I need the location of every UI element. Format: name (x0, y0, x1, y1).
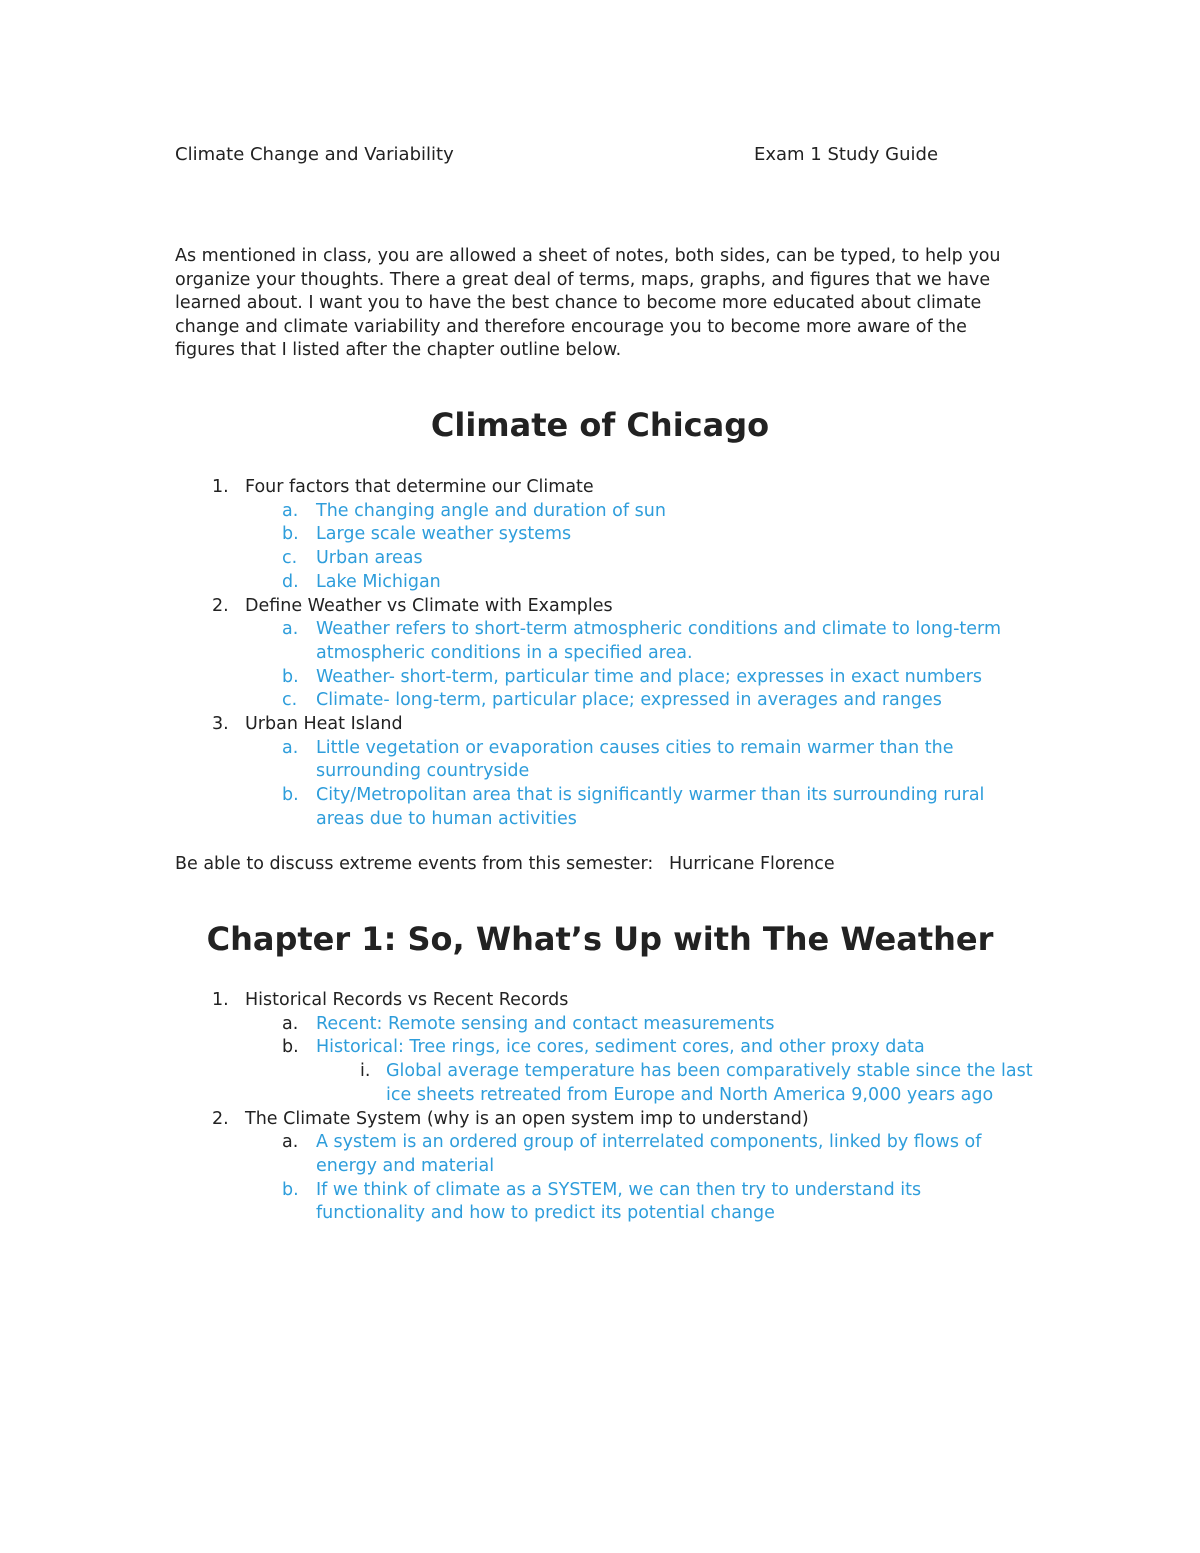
sub-item-letter: a. (282, 737, 299, 758)
item-text: Urban Heat Island (245, 714, 403, 735)
sub-item-letter: b. (282, 1037, 299, 1058)
item-text: Four factors that determine our Climate (245, 477, 594, 497)
sub-item-text: Recent: Remote sensing and contact measurements (316, 1013, 775, 1034)
sub-item-letter: c. (282, 690, 298, 711)
sub-item-letter: c. (282, 548, 298, 569)
list-item (175, 1108, 1035, 1132)
sub-item (175, 571, 1035, 595)
document-type: Exam 1 Study Guide (754, 144, 939, 165)
sub-item-letter: b. (282, 1179, 299, 1200)
course-title: Climate Change and Variability (175, 144, 454, 165)
sub-item-text: Weather refers to short-term atmospheric conditions and climate to long-term atmospheric conditions in a specified area. (316, 619, 1001, 663)
sub-item-text: Lake Michigan (316, 571, 441, 592)
item-number: 3. (212, 714, 229, 735)
sub-item-text: Large scale weather systems (316, 524, 572, 545)
item-text: Define Weather vs Climate with Examples (245, 595, 613, 616)
extreme-events-line (175, 854, 835, 874)
sub-item (175, 547, 1035, 571)
sub-item (175, 1013, 1035, 1037)
sub-item (175, 523, 1035, 547)
sub-item (175, 618, 1035, 665)
sub-item-text: City/Metropolitan area that is significantly warmer than its surrounding rural areas due to human activities (316, 785, 985, 829)
sub-item-letter: a. (282, 500, 299, 521)
extreme-events-value: Hurricane Florence (669, 854, 835, 874)
sub-item (175, 666, 1035, 690)
sub-item (175, 784, 1035, 831)
list-item (175, 595, 1035, 619)
item-number: 1. (212, 477, 229, 497)
sub-item-letter: b. (282, 524, 299, 545)
sub-item-letter: b. (282, 785, 299, 806)
sub-sub-item-text: Global average temperature has been comparatively stable since the last ice sheets retreated from Europe and North America 9,000 years ago (386, 1061, 1033, 1105)
item-number: 2. (212, 1108, 229, 1129)
sub-item-text: If we think of climate as a SYSTEM, we can then try to understand its functionality and how to predict its potential change (316, 1179, 922, 1224)
item-text: Historical Records vs Recent Records (245, 990, 569, 1010)
section-heading-chapter-1: Chapter 1: So, What’s Up with The Weather (206, 920, 994, 958)
sub-item (175, 1131, 1035, 1178)
sub-item-text: Urban areas (316, 548, 423, 569)
section-heading-climate-of-chicago: Climate of Chicago (430, 406, 770, 444)
sub-item-text: Historical: Tree rings, ice cores, sediment cores, and other proxy data (316, 1037, 925, 1058)
item-text: The Climate System (why is an open system imp to understand) (245, 1108, 809, 1129)
outline-climate-of-chicago (175, 476, 1035, 832)
item-number: 2. (212, 595, 229, 616)
sub-item-text: The changing angle and duration of sun (316, 500, 666, 521)
sub-item (175, 689, 1035, 713)
sub-item-letter: a. (282, 619, 299, 640)
sub-sub-item (175, 1060, 1035, 1107)
list-item (175, 713, 1035, 737)
sub-sub-item-numeral: i. (360, 1061, 371, 1082)
outline-chapter-1 (175, 989, 1035, 1226)
sub-item (175, 1036, 1035, 1060)
page-header (175, 144, 955, 165)
sub-item-letter: d. (282, 571, 299, 592)
item-number: 1. (212, 990, 229, 1010)
sub-item (175, 500, 1035, 524)
sub-item-text: Climate- long-term, particular place; expressed in averages and ranges (316, 690, 942, 711)
sub-item-letter: a. (282, 1013, 299, 1034)
sub-item (175, 1179, 1035, 1226)
sub-item-letter: a. (282, 1132, 299, 1153)
extreme-events-label: Be able to discuss extreme events from this semester: (175, 854, 654, 874)
sub-item-text: Little vegetation or evaporation causes cities to remain warmer than the surrounding countryside (316, 737, 954, 782)
sub-item-letter: b. (282, 666, 299, 687)
intro-paragraph: As mentioned in class, you are allowed a sheet of notes, both sides, can be typed, to help you organize your thoughts. There a great deal of terms, maps, graphs, and figures that we have learned about. I want you to have the best chance to become more educated about climate change and climate variability and therefore encourage you to become more aware of the figures that I listed after the chapter outline below. (175, 246, 1001, 360)
list-item (175, 989, 1035, 1013)
sub-item-text: Weather- short-term, particular time and place; expresses in exact numbers (316, 666, 983, 687)
sub-item-text: A system is an ordered group of interrelated components, linked by flows of energy and material (316, 1132, 982, 1176)
list-item (175, 476, 1035, 500)
sub-item (175, 737, 1035, 784)
